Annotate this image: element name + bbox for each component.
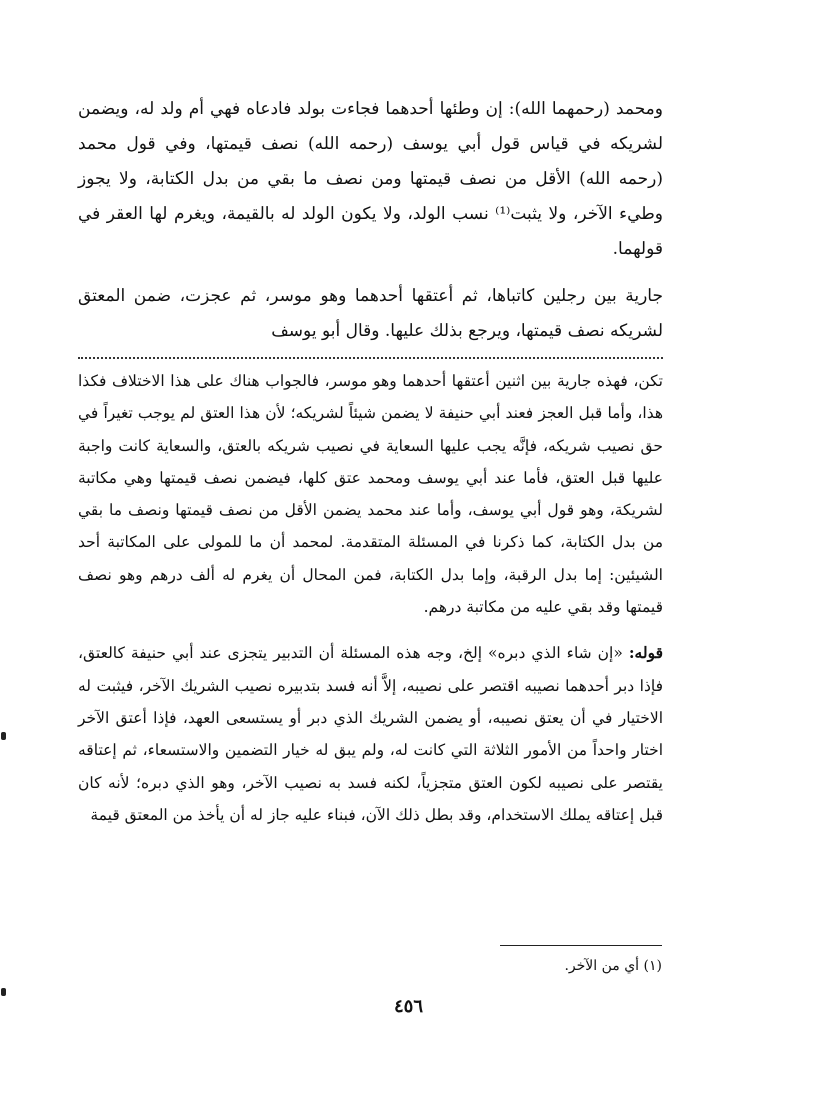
commentary-lead-word: قوله:	[628, 643, 663, 663]
page-body	[78, 92, 663, 831]
page-number: ٤٥٦	[393, 996, 423, 1017]
main-paragraph-1: ومحمد (رحمهما الله): إن وطئها أحدهما فجاءت بولد فادعاه فهي أم ولد له، ويضمن لشريكه في قياس قول أبي يوسف (رحمه الله) نصف قيمتها، وفي قول محمد (رحمه الله) الأقل من نصف قيمتها ومن نصف ما بقي من بدل الكتابة، ولا يجوز وطيء الآخر، ولا يثبت⁽¹⁾ نسب الولد، ولا يكون الولد له بالقيمة، ويغرم لها العقر في قولهما.	[78, 99, 663, 259]
scan-mark	[1, 988, 6, 996]
scan-mark	[1, 732, 6, 740]
commentary-paragraph-2	[78, 637, 663, 831]
footnote-rule	[500, 945, 662, 946]
main-paragraph-2: جارية بين رجلين كاتباها، ثم أعتقها أحدهما وهو موسر، ثم عجزت، ضمن المعتق لشريكه نصف قيمتها، ويرجع بذلك عليها. وقال أبو يوسف	[78, 286, 663, 341]
commentary-paragraph-2-body: «إن شاء الذي دبره» إلخ، وجه هذه المسئلة أن التدبير يتجزى عند أبي حنيفة كالعتق، فإذا دبر أحدهما نصيبه اقتصر على نصيبه، إلاَّ أنه فسد بتدبيره نصيب الشريك الآخر، فيثبت له الاختيار في أن يعتق نصيبه، أو يضمن الشريك الذي دبر أو يستسعى العهد، فإذا أعتق الآخر اختار واحداً من الأمور الثلاثة التي كانت له، ولم يبق له خيار التضمين والاستسعاء، ثم إعتاقه يقتصر على نصيبه لكون العتق متجزياً، لكنه فسد به نصيب الآخر، وهو الذي دبره؛ لأنه كان قبل إعتاقه يملك الاستخدام، وقد بطل ذلك الآن، فبناء عليه جاز له أن يأخذ من المعتق قيمة	[78, 644, 663, 824]
commentary-paragraph-1: تكن، فهذه جارية بين اثنين أعتقها أحدهما وهو موسر، فالجواب هناك على هذا الاختلاف فكذا هذا، وأما قبل العجز فعند أبي حنيفة لا يضمن شيئاً لشريكه؛ لأن هذا العتق لم يوجب تغيراً في حق نصيب شريكه، فإنَّه يجب عليها السعاية في نصيب شريكه بالعتق، والسعاية كانت واجبة عليها قبل العتق، فأما عند أبي يوسف ومحمد عتق كلها، فيضمن نصف قيمتها وهي مكاتبة لشريكة، وهو قول أبي يوسف، وأما عند محمد يضمن الأقل من نصف قيمتها ونصف ما بقي من بدل الكتابة، كما ذكرنا في المسئلة المتقدمة. لمحمد أن ما للمولى على المكاتبة أحد الشيئين: إما بدل الرقبة، وإما بدل الكتابة، فمن المحال أن يغرم له ألف درهم وهو نصف قيمتها وقد بقي عليه من مكاتبة درهم.	[78, 372, 663, 617]
dotted-divider	[78, 357, 663, 359]
footnote: (١) أي من الآخر.	[564, 958, 662, 974]
